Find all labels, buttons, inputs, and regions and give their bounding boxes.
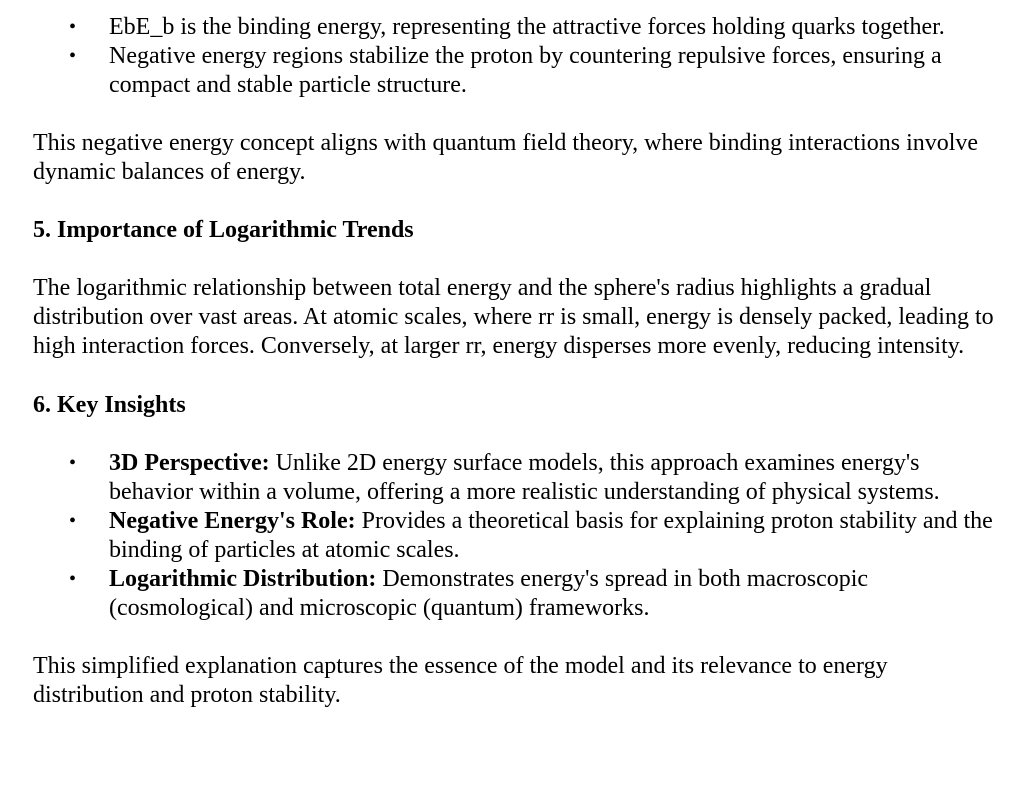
bullet-text: Negative energy regions stabilize the proton by countering repulsive forces, ensuring a compact and stable particle structure.	[109, 43, 942, 98]
paragraph-conclusion: This simplified explanation captures the essence of the model and its relevance to energy distribution and proton stability.	[33, 653, 888, 708]
list-item	[33, 565, 1003, 623]
bullet-icon: •	[69, 452, 77, 474]
top-bullet-list	[33, 13, 1003, 100]
bullet-text: EbE_b is the binding energy, representing the attractive forces holding quarks together.	[109, 14, 945, 40]
bullet-icon: •	[69, 45, 77, 67]
list-item	[33, 507, 1003, 565]
insight-text: Provides a theoretical basis for explaining proton stability and the binding of particles at atomic scales.	[109, 508, 993, 563]
paragraph-negative-energy: This negative energy concept aligns with quantum field theory, where binding interactions involve dynamic balances of energy.	[33, 130, 979, 185]
section-heading-5: 5. Importance of Logarithmic Trends	[33, 217, 414, 243]
insight-label: 3D Perspective:	[109, 450, 270, 476]
insight-text: Demonstrates energy's spread in both macroscopic (cosmological) and microscopic (quantum) frameworks.	[109, 566, 869, 621]
list-item	[33, 449, 1003, 507]
insight-text: Unlike 2D energy surface models, this approach examines energy's behavior within a volume, offering a more realistic understanding of physical systems.	[109, 450, 940, 505]
list-item	[33, 13, 1003, 42]
bullet-icon: •	[69, 568, 77, 590]
section-heading-6: 6. Key Insights	[33, 392, 186, 418]
insight-label: Negative Energy's Role:	[109, 508, 356, 534]
paragraph-logarithmic-trends: The logarithmic relationship between total energy and the sphere's radius highlights a gradual distribution over vast areas. At atomic scales, where rr is small, energy is densely packed, leading to high interaction forces. Conversely, at larger rr, energy disperses more evenly, reducing intensity.	[33, 275, 994, 359]
key-insights-list	[33, 449, 1003, 623]
document-page	[33, 13, 1003, 710]
insight-label: Logarithmic Distribution:	[109, 566, 377, 592]
bullet-icon: •	[69, 510, 77, 532]
bullet-icon: •	[69, 16, 77, 38]
list-item	[33, 42, 1003, 100]
